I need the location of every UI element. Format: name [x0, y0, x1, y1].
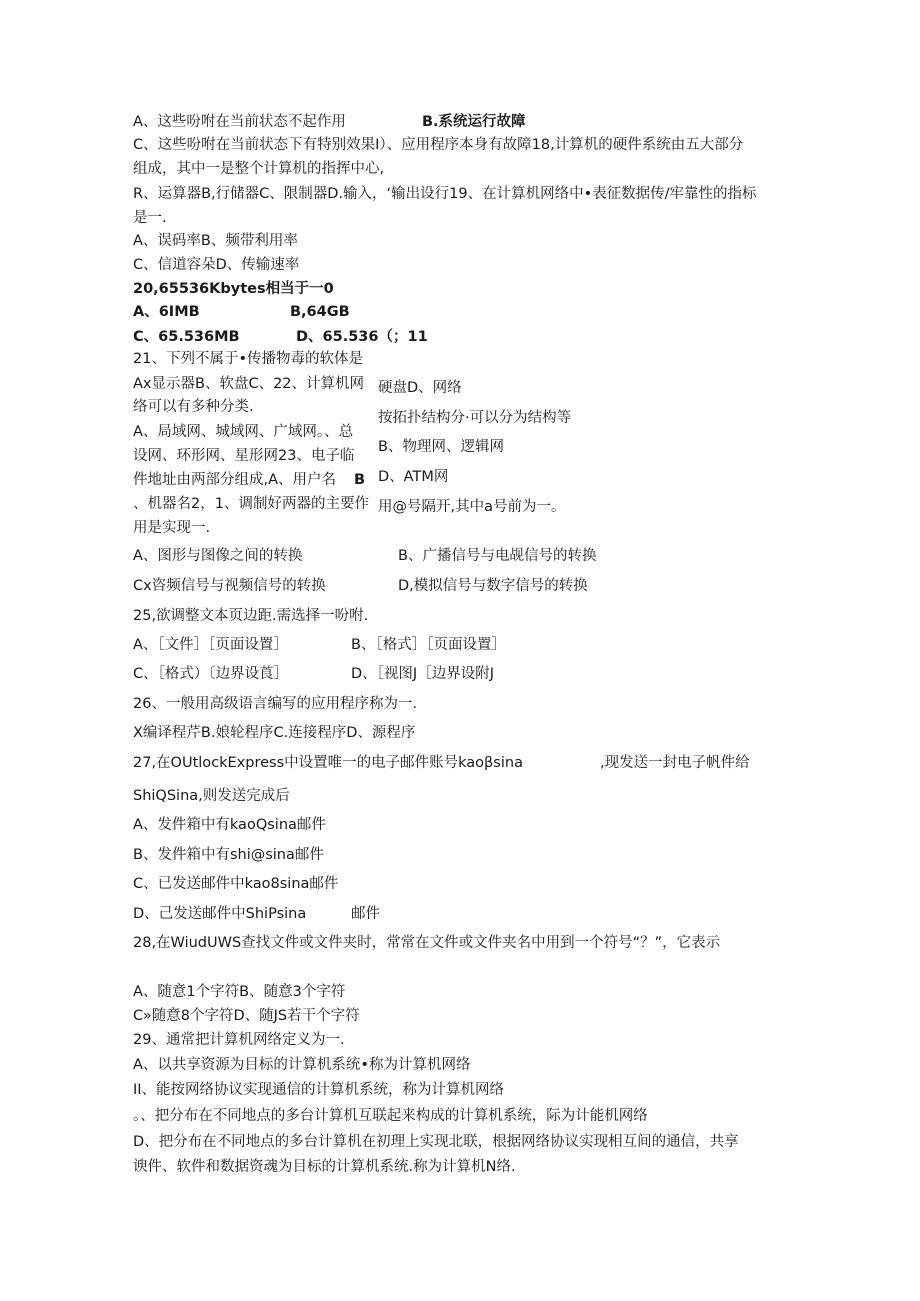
q18-text-cont: 组成，其中一是整个计算机的指挥中心,	[133, 161, 385, 177]
q21-options-cont: 硬盘D、网络	[378, 380, 462, 396]
q17-option-b: B.系统运行故障	[422, 114, 526, 130]
q27-text-cont: ShiQSina,则发送完成后	[133, 788, 290, 804]
q22-text-cont: 络可以有多种分类.	[133, 399, 254, 415]
q27-option-b: B、发件箱中有shi@sina邮件	[133, 847, 324, 863]
q27-option-d: D、己发送邮件中ShiPsina	[133, 906, 307, 922]
q19-options-ab: A、误码率B、频带利用率	[133, 233, 298, 249]
q28-text: 28,在WiudUWS查找文件或文件夹时，常常在文件或文件夹名中用到一个符号“？”，它表示	[133, 935, 721, 951]
q26-text: 26、一般用高级语言编写的应用程序称为一.	[133, 696, 418, 712]
q19-options-cd: C、信道容朵D、传输速率	[133, 257, 300, 273]
q25-option-a: A、［文件］［页面设置］	[133, 637, 288, 653]
q27-option-a: A、发件箱中有kaoQsina邮件	[133, 817, 326, 833]
q21-text: 21、下列不属于•传播物毒的软体是	[133, 351, 364, 367]
q23-option-b-marker: B	[354, 472, 366, 488]
q27-option-d-cont: 邮件	[351, 906, 380, 922]
q22-option-d: D、ATM网	[378, 469, 449, 485]
q29-text: 29、通常把计算机网络定义为一.	[133, 1032, 345, 1048]
q20-option-c: C、65.536MB	[133, 329, 240, 345]
q24-option-b: B、广播信号与电觇信号的转换	[398, 548, 597, 564]
q25-text: 25,欲调整文本页边距.需选择一吩咐.	[133, 608, 369, 624]
q23-text-right: 用@号隔开,其中a号前为一。	[378, 499, 566, 515]
q24-option-a: A、图形与图像之间的转换	[133, 548, 303, 564]
q25-option-b: B、［格式］［页面设置］	[351, 637, 506, 653]
q29-option-a: A、以共享资源为目标的计算机系统•称为计算机网络	[133, 1057, 471, 1073]
q27-text: 27,在OUtlockExpress中设置唯一的电子邮件账号kaoβsina	[133, 755, 523, 771]
q19-text-cont: 是一.	[133, 210, 167, 226]
q22-text-right: 按拓扑结构分·可以分为结构等	[378, 410, 572, 426]
q29-option-b: II、能按网络协议实现通信的计算机系统，称为计算机网络	[133, 1082, 505, 1098]
q18-options-q19-text: R、运算器B,行储器C、限制器D.输入，‘输出设行19、在计算机网络中•表征数据传/牢靠性的指标	[133, 186, 757, 202]
q26-options: X编译程芹B.娘轮程序C.连接程序D、源程序	[133, 725, 416, 741]
q20-option-d: D、65.536（；11	[296, 329, 428, 345]
q22-option-a-cont-q23: 设网、环形网、星形网23、电子临	[133, 448, 355, 464]
q20-text: 20,65536Kbytes相当于一0	[133, 281, 334, 297]
q22-option-a: A、局域网、城域网、广域网。、总	[133, 424, 354, 440]
q20-option-b: B,64GB	[290, 304, 350, 320]
q29-option-d-cont: 谀件、软件和数据资魂为目标的计算机系统.称为计算机N络.	[133, 1159, 516, 1175]
q25-option-c: C、［格式）〔边界设莨］	[133, 666, 289, 682]
q20-option-a: A、6IMB	[133, 304, 200, 320]
q24-option-c: Cx咨频信号与视频信号的转换	[133, 578, 326, 594]
q23-text: 件地址由两部分组成,A、用户名	[133, 472, 337, 488]
q28-options-cd: C»随意8个字符D、随JS若干个字符	[133, 1008, 360, 1024]
q29-option-c: 。、把分布在不同地点的多台计算机互联起来构成的计算机系统，际为计能机网络	[133, 1108, 648, 1124]
q27-text-right: ,现发送一封电子帆件给	[600, 755, 750, 771]
q23-options-q24-text: 、机器名2，1、调制好两器的主要作	[133, 496, 369, 512]
q22-option-b: B、物理网、逻辑网	[378, 439, 504, 455]
q17-option-a: A、这些吩咐在当前状态不起作用	[133, 114, 346, 130]
q25-option-d: D、［视图J［边界设附J	[351, 666, 494, 682]
q27-option-c: C、已发送邮件中kao8sina邮件	[133, 876, 339, 892]
q29-option-d: D、把分布在不同地点的多台计算机在初理上实现北联，根据网络协议实现相互间的通信，共享	[133, 1134, 739, 1150]
q21-options-q22-text: Ax显示器B、软盘C、22、计算机网	[133, 376, 365, 392]
q28-options-ab: A、随意1个字符B、随意3个字符	[133, 984, 346, 1000]
q17-option-c-q18-text: C、这些吩咐在当前状态下有特别效果I）、应用程序本身有故障18,计算机的硬件系统由五大部分	[133, 137, 744, 153]
q24-option-d: D,模拟信号与数字信号的转换	[398, 578, 588, 594]
q24-text-cont: 用是实现一.	[133, 520, 211, 536]
